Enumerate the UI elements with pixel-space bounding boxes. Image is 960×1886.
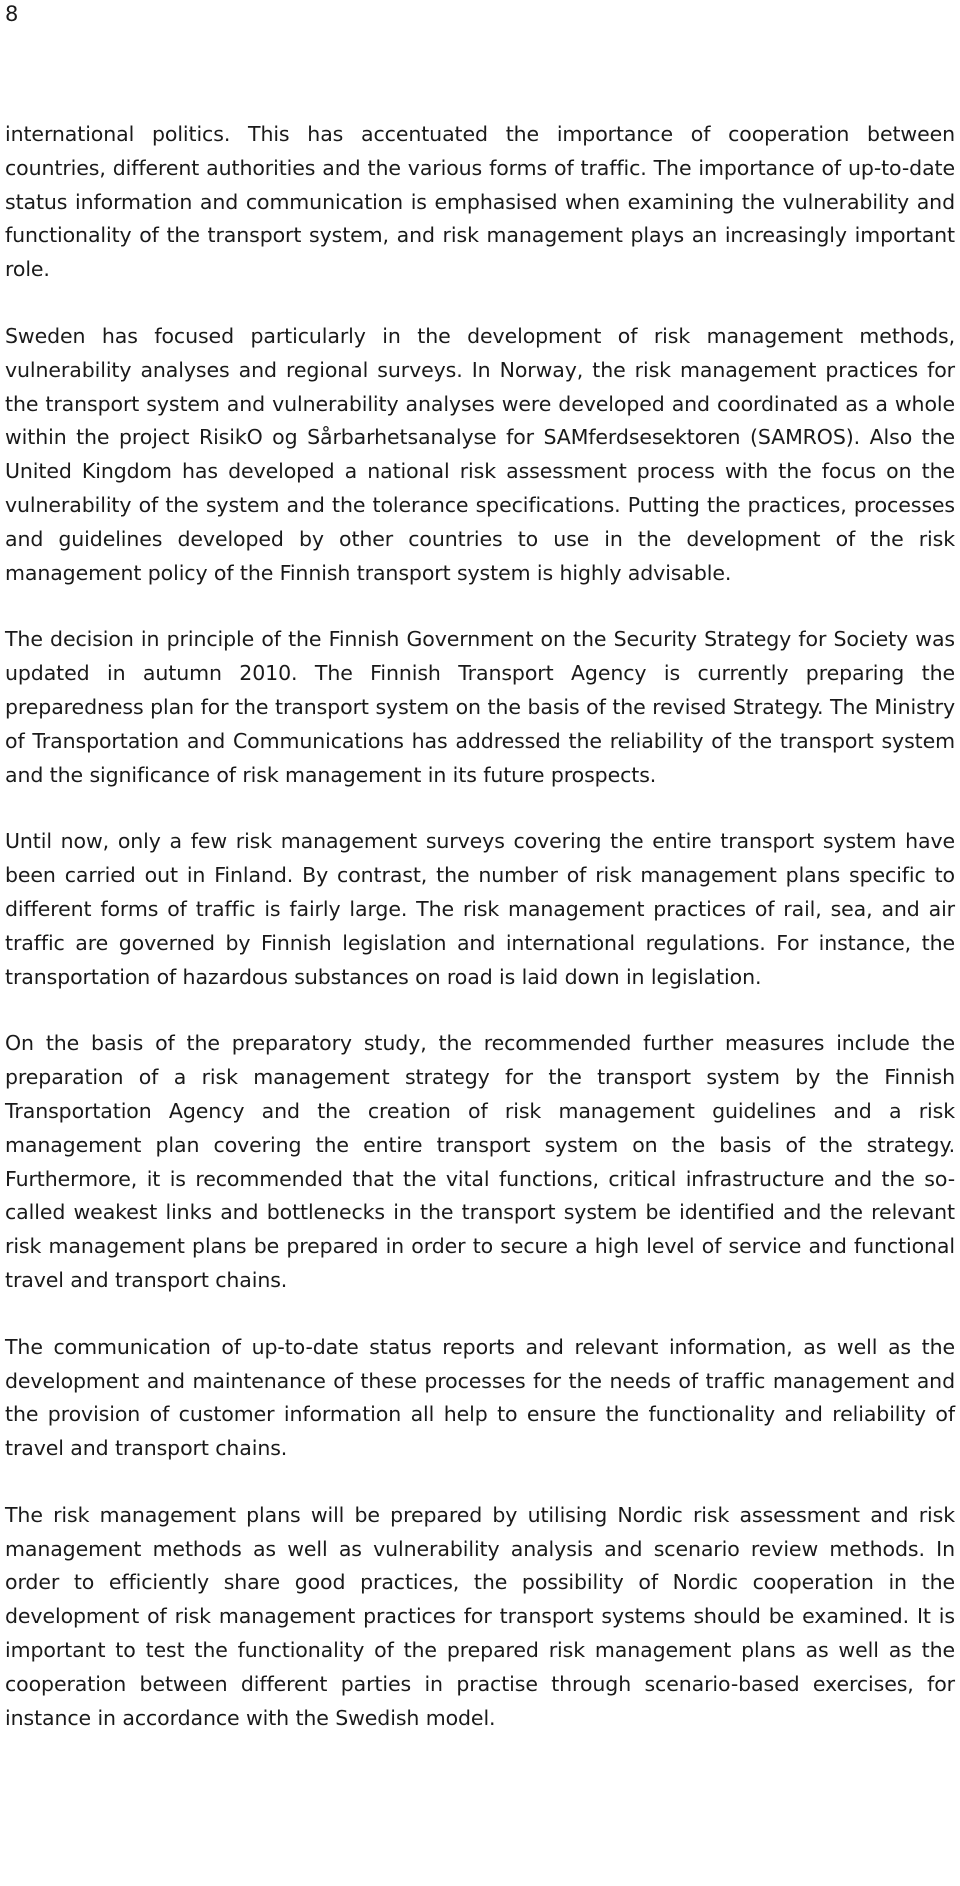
paragraph-politics: international politics. This has accentuated the importance of cooperation between countries, different authorities and the various forms of traffic. The importance of up-to-date status information and communication is emphasised when examining the vulnerability and functionality of the transport system, and risk management plays an increasingly important role.: [5, 122, 955, 282]
paragraph-security-strategy: The decision in principle of the Finnish Government on the Security Strategy for Society was updated in autumn 2010. The Finnish Transport Agency is currently preparing the preparedness plan for the transport system on the basis of the revised Strategy. The Ministry of Transportation and Communications has addressed the reliability of the transport system and the significance of risk management in its future prospects.: [5, 627, 955, 787]
document-body: [5, 118, 955, 1735]
page-number: 8: [5, 2, 19, 26]
paragraph-finland-surveys: Until now, only a few risk management surveys covering the entire transport system have been carried out in Finland. By contrast, the number of risk management plans specific to different forms of traffic is fairly large. The risk management practices of rail, sea, and air traffic are governed by Finnish legislation and international regulations. For instance, the transportation of hazardous substances on road is laid down in legislation.: [5, 829, 955, 989]
paragraph-risk-plans: The risk management plans will be prepared by utilising Nordic risk assessment and risk management methods as well as vulnerability analysis and scenario review methods. In order to efficiently share good practices, the possibility of Nordic cooperation in the development of risk management practices for transport systems should be examined. It is important to test the functionality of the prepared risk management plans as well as the cooperation between different parties in practise through scenario-based exercises, for instance in accordance with the Swedish model.: [5, 1502, 955, 1730]
paragraph-recommended-measures: On the basis of the preparatory study, the recommended further measures include the preparation of a risk management strategy for the transport system by the Finnish Transportation Agency and the creation of risk management guidelines and a risk management plan covering the entire transport system on the basis of the strategy. Furthermore, it is recommended that the vital functions, critical infrastructure and the so-called weakest links and bottlenecks in the transport system be identified and the relevant risk management plans be prepared in order to secure a high level of service and functional travel and transport chains.: [5, 1031, 955, 1292]
paragraph-nordic-practices: Sweden has focused particularly in the development of risk management methods, vulnerability analyses and regional surveys. In Norway, the risk management practices for the transport system and vulnerability analyses were developed and coordinated as a whole within the project RisikO og Sårbarhetsanalyse for SAMferdsesektoren (SAMROS). Also the United Kingdom has developed a national risk assessment process with the focus on the vulnerability of the system and the tolerance specifications. Putting the practices, processes and guidelines developed by other countries to use in the development of the risk management policy of the Finnish transport system is highly advisable.: [5, 323, 955, 585]
paragraph-communication: The communication of up-to-date status reports and relevant information, as well as the development and maintenance of these processes for the needs of traffic management and the provision of customer information all help to ensure the functionality and reliability of travel and transport chains.: [5, 1334, 955, 1461]
